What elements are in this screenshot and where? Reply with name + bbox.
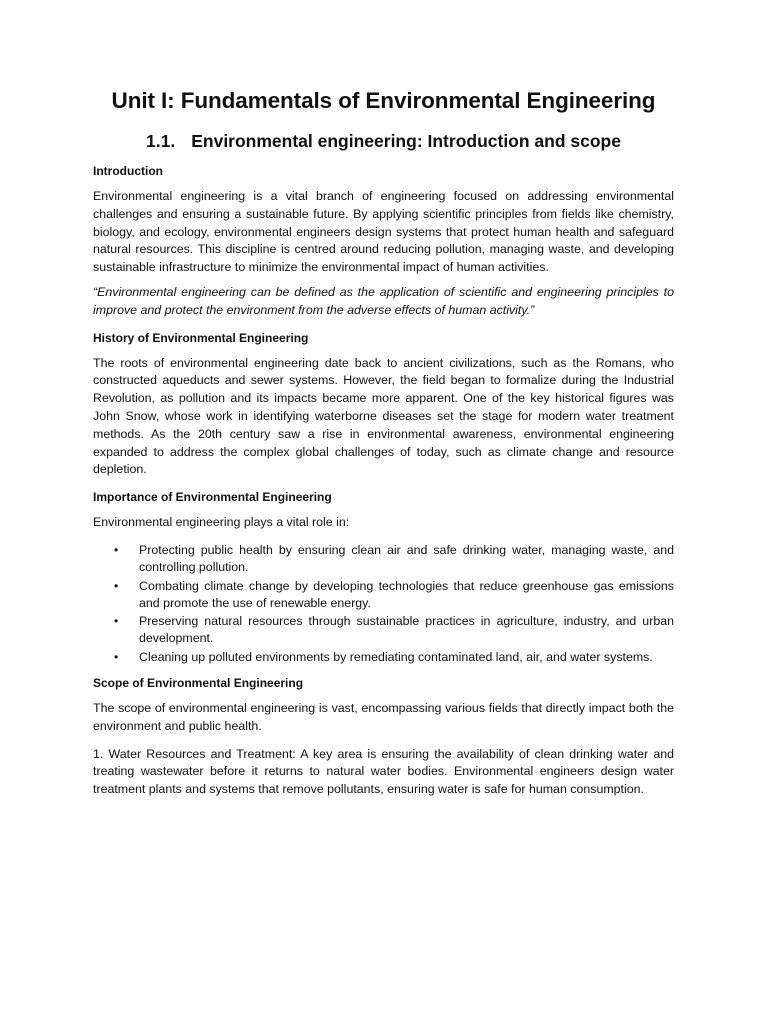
history-heading: History of Environmental Engineering [93, 330, 309, 345]
importance-list [93, 542, 674, 666]
list-item [93, 578, 674, 613]
introduction-heading: Introduction [93, 164, 163, 178]
history-paragraph: The roots of environmental engineering date back to ancient civilizations, such as the Romans, who constructed aqueducts and sewer systems. However, the field began to formalize during the Industrial Revolution, as pollution and its impacts became more apparent. One of the key historical figures was John Snow, whose work in identifying waterborne diseases set the stage for modern water treatment methods. As the 20th century saw a rise in environmental awareness, environmental engineering expanded to address the complex global challenges of today, such as climate change and resource depletion. [93, 355, 674, 477]
introduction-paragraph: Environmental engineering is a vital branch of engineering focused on addressing environmental challenges and ensuring a sustainable future. By applying scientific principles from fields like chemistry, biology, and ecology, environmental engineers design systems that protect human health and safeguard natural resources. This discipline is centred around reducing pollution, managing waste, and developing sustainable infrastructure to minimize the environmental impact of human activities. [93, 189, 674, 275]
bullet-icon: • [114, 614, 119, 629]
scope-paragraph: The scope of environmental engineering is vast, encompassing various fields that directly impact both the environment and public health. [93, 701, 674, 733]
section-heading [93, 128, 674, 154]
list-item-text: Preserving natural resources through sustainable practices in agriculture, industry, and urban development. [139, 614, 674, 646]
importance-heading: Importance of Environmental Engineering [93, 490, 332, 505]
scope-heading: Scope of Environmental Engineering [93, 676, 304, 691]
list-item-text: Cleaning up polluted environments by remediating contaminated land, air, and water systems. [139, 649, 653, 664]
list-item [93, 649, 674, 666]
importance-lead: Environmental engineering plays a vital role in: [93, 515, 350, 530]
bullet-icon: • [114, 542, 119, 557]
list-item-text: Protecting public health by ensuring clean air and safe drinking water, managing waste, and controlling pollution. [139, 542, 674, 575]
bullet-icon: • [114, 649, 119, 664]
document-title: Unit I: Fundamentals of Environmental Engineering [111, 88, 656, 113]
bullet-icon: • [114, 578, 119, 593]
list-item [93, 613, 674, 648]
list-item [93, 542, 674, 577]
section-title: Environmental engineering: Introduction and scope [191, 131, 621, 151]
section-number: 1.1. [146, 131, 176, 151]
scope-item-water: 1. Water Resources and Treatment: A key area is ensuring the availability of clean drinking water and treating wastewater before it returns to natural water bodies. Environmental engineers design water treatment plants and systems that remove pollutants, ensuring water is safe for human consumption. [93, 746, 674, 797]
list-item-text: Combating climate change by developing technologies that reduce greenhouse gas emissions and promote the use of renewable energy. [139, 578, 674, 610]
definition-quote: “Environmental engineering can be defined as the application of scientific and engineering principles to improve and protect the environment from the adverse effects of human activity.” [93, 284, 674, 317]
